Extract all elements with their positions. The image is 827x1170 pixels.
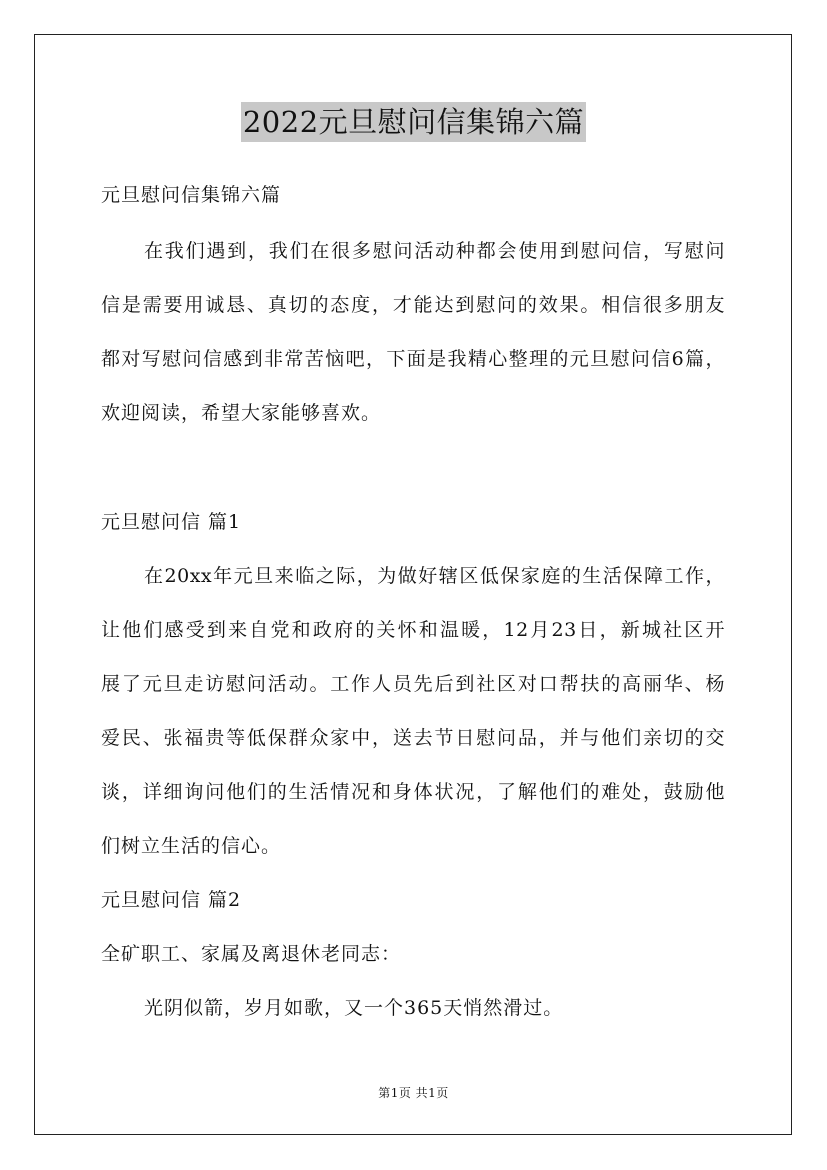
- section2-salutation: 全矿职工、家属及离退休老同志：: [101, 943, 402, 965]
- section1-line-1: 在20xx年元旦来临之际，为做好辖区低保家庭的生活保障工作，: [144, 565, 725, 587]
- section1-line-4: 爱民、张福贵等低保群众家中，送去节日慰问品，并与他们亲切的交: [101, 727, 725, 749]
- section2-heading: 元旦慰问信 篇2: [101, 889, 242, 911]
- intro-line-2: 信是需要用诚恳、真切的态度，才能达到慰问的效果。相信很多朋友: [101, 294, 725, 316]
- section2-line-1: 光阴似箭，岁月如歌，又一个365天悄然滑过。: [144, 997, 564, 1019]
- intro-line-3: 都对写慰问信感到非常苦恼吧，下面是我精心整理的元旦慰问信6篇，: [101, 348, 725, 370]
- intro-line-1: 在我们遇到，我们在很多慰问活动种都会使用到慰问信，写慰问: [144, 240, 725, 262]
- section1-line-3: 展了元旦走访慰问活动。工作人员先后到社区对口帮扶的高丽华、杨: [101, 673, 725, 695]
- title-wrapper: [0, 102, 827, 142]
- section1-line-2: 让他们感受到来自党和政府的关怀和温暖，12月23日，新城社区开: [101, 619, 725, 641]
- document-title: 2022元旦慰问信集锦六篇: [241, 102, 586, 142]
- section1-line-6: 们树立生活的信心。: [101, 835, 282, 857]
- section1-heading: 元旦慰问信 篇1: [101, 511, 242, 533]
- section1-line-5: 谈，详细询问他们的生活情况和身体状况，了解他们的难处，鼓励他: [101, 781, 725, 803]
- intro-line-4: 欢迎阅读，希望大家能够喜欢。: [101, 402, 382, 424]
- document-subtitle: 元旦慰问信集锦六篇: [101, 184, 282, 206]
- page-footer: 第1页 共1页: [378, 1086, 449, 1100]
